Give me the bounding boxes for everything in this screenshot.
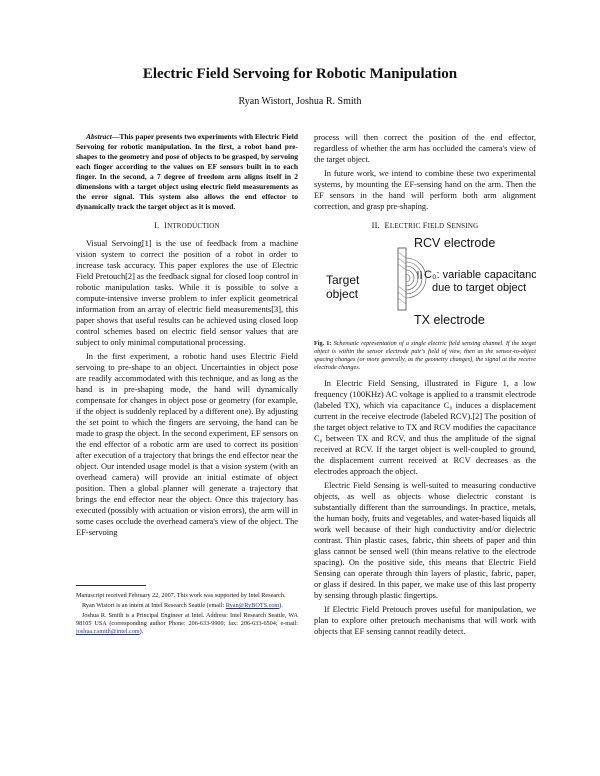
rcv-label: RCV electrode [414,238,496,250]
section-heading-introduction: I. INTRODUCTION [154,221,220,230]
abstract [76,132,298,212]
intro-paragraph-1: Visual Servoing[1] is the use of feedback from a machine vision system to correct the position of a robot in order to increase task accuracy. This paper explores the use of Electric Field Pretouch[2] as the feedback signal for closed loop control in robotic manipulation tasks. While it is possible to solve a compute-intensive inverse problem to infer explicit geometrical information from an array of electric field measurements[3], this paper shows that useful results can be achieved using closed loop control schemes based on electric field sensor values that are subject to only minimal computational processing. [76,239,298,347]
c0-label: C₀: variable capacitance [424,269,536,281]
right-paragraph-future-work: In future work, we intend to combine these two experimental systems, by mounting the EF-sensing hand on the arm. Then the EF sensors in the hand will perform both arm alignment correction, and grasp pre-shaping. [314,169,536,211]
footnote-wistort: Ryan Wistort is an intern at Intel Research Seattle (email: Ryan@RyBOTS.com). [82,602,283,609]
figure-1 [314,238,536,336]
intro-paragraph-2: In the first experiment, a robotic hand uses Electric Field servoing to pre-shape to an object. Uncertainties in object pose are readily accommodated with this technique, and as long as the hand is in pre-shaping mode, the hand will dynamically compensate for changes in object pose or geometry (for example, if the object is suddenly replaced by a different one). By adjusting the set point to which the fingers are servoing, the hand can be made to grasp the object. In the second experiment, EF sensors on the end effector of a robotic arm are used to correct its position after execution of a trajectory that brings the end effector near the object. Our intended usage model is that a vision system (with an overhead camera) will provide an initial estimate of object position. Then a global planner will generate a trajectory that brings the end effector near the object. Once this trajectory has executed (possibly with actuation or vision errors), the arm will in some cases occlude the overhead camera's view of the object. The EF-servoing [76,352,298,537]
efs-paragraph-3: If Electric Field Pretouch proves useful for manipulation, we plan to explore other pretouch mechanisms that will work with objects that EF sensing cannot readily detect. [314,605,536,636]
footnote-received: Manuscript received February 22, 2007. This work was supported by Intel Research. [76,592,286,599]
smith-email-link[interactable]: joshua.r.smith@intel.com [76,628,140,635]
abstract-lead: Abstract [86,132,112,141]
wistort-email-link[interactable]: Ryan@RyBOTS.com [225,602,280,609]
left-column [76,132,298,541]
capacitor-symbol [418,271,421,279]
paper-authors: Ryan Wistort, Joshua R. Smith [238,96,362,107]
efs-paragraph-2: Electric Field Sensing is well-suited to measuring conductive objects, as well as objects whose dielectric constant is substantially different than the surroundings. In practice, metals, the human body, fruits and vegetables, and water-based liquids all work well because of their high conductivity and/or dielectric contrast. Thin plastic cases, fabric, thin sheets of paper and thin glass cannot be sensed well (thin means relative to the electrode spacing). On the positive side, this means that Electric Field Sensing can operate through thin layers of plastic, fabric, paper, or glass if desired. In this paper, we make use of this last property by sensing through plastic fingertips. [314,481,536,600]
figure-1-caption: Fig. 1: Schematic representation of a single electric field sensing channel. If the target object is within the sensor electrode pair's field of view, then as the sensor-to-object spacing changes (or more generally, as the geometry changes), the signal at the receive electrode changes. [314,340,536,371]
paper-title: Electric Field Servoing for Robotic Manipulation [142,66,458,82]
target-label-1: Target [326,273,360,287]
target-label-2: object [326,287,359,301]
footnotes [76,592,298,638]
abstract-text: —This paper presents two experiments with Electric Field Servoing for robotic manipulation. In the first, a robot hand pre-shapes to the geometry and pose of objects to be grasped, by servoing each finger according to the values on EF sensors built in to each finger. In the second, a 7 degree of freedom arm aligns itself in 2 dimensions with a target object using electric field measurements as the error signal. This system also allows the end effector to dynamically track the target object as it is moved. [76,132,299,211]
right-column [314,132,536,640]
c0-label-2: due to target object [432,282,527,294]
efs-paragraph-1: In Electric Field Sensing, illustrated in Figure 1, a low frequency (100KHz) AC voltage is applied to a transmit electrode (labeled TX), which via capacitance C₀ induces a displacement current in the receive electrode (labeled RCV).[2] The position of the target object relative to TX and RCV modifies the capacitance C₀ between TX and RCV, and thus the amplitude of the signal received at RCV. If the target object is well-coupled to ground, the displacement current received at RCV decreases as the electrodes approach the object. [314,379,536,476]
footnote-rule [76,585,146,586]
figure-1-diagram [314,238,536,336]
right-paragraph-continued: process will then correct the position of the end effector, regardless of whether the arm has occluded the camera's view of the target object. [314,133,536,164]
section-heading-efs: II. ELECTRIC FIELD SENSING [371,221,479,230]
field-lines [406,258,426,298]
tx-label: TX electrode [414,313,485,327]
footnote-smith: Joshua R. Smith is a Principal Engineer at Intel. Address: Intel Research Seattle, WA 98105 USA (corresponding author Phone: 206-633-9900; fax: 206-633-6504; e-mail: joshua.r.smith@intel.com). [76,612,298,635]
